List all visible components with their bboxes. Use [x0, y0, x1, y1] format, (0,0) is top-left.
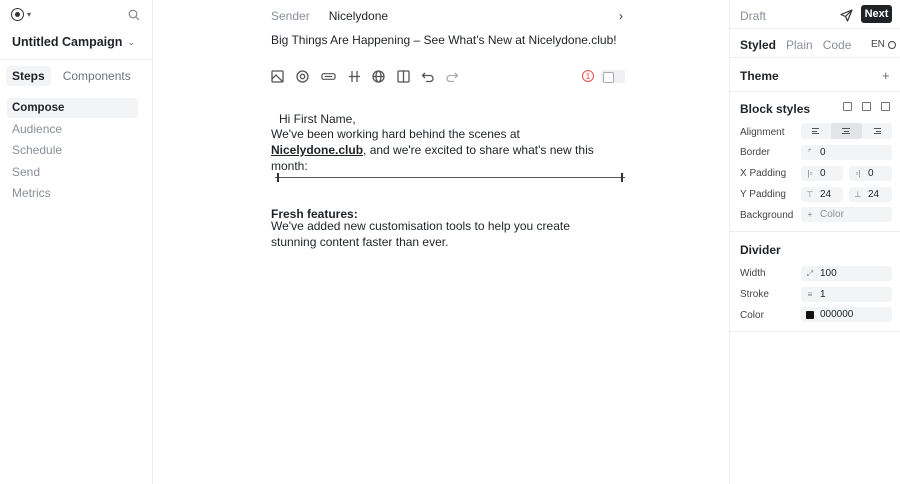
align-center-button[interactable] — [831, 123, 861, 139]
nav-item-metrics[interactable]: Metrics — [12, 185, 51, 200]
y-padding-top-value: 24 — [820, 189, 832, 200]
sidebar-tabs — [6, 66, 137, 86]
border-value: 0 — [820, 147, 826, 158]
button-block-icon[interactable] — [319, 69, 337, 84]
x-padding-left-input[interactable] — [801, 166, 843, 181]
sender-row[interactable] — [271, 9, 388, 23]
sidebar-divider — [0, 59, 152, 60]
divider-stroke-value: 1 — [820, 289, 826, 300]
panel-divider — [730, 331, 900, 332]
align-left-button[interactable] — [801, 123, 831, 139]
tab-plain[interactable]: Plain — [786, 38, 813, 52]
border-label: Border — [740, 147, 771, 158]
globe-icon[interactable] — [371, 69, 386, 84]
block-actions — [843, 102, 890, 111]
divider-width-value: 100 — [820, 268, 837, 279]
divider-block[interactable] — [275, 177, 625, 178]
sender-value[interactable]: Nicelydone — [328, 9, 389, 23]
divider-color-value: 000000 — [820, 309, 854, 320]
border-input[interactable] — [801, 145, 892, 160]
steps-nav — [7, 98, 138, 204]
status-badge: Draft — [740, 9, 767, 23]
nav-item-compose[interactable]: Compose — [7, 98, 138, 118]
background-color-input[interactable] — [801, 207, 892, 222]
image-icon[interactable] — [270, 69, 285, 84]
language-code: EN — [871, 39, 885, 50]
next-button[interactable]: Next — [861, 5, 892, 23]
site-link[interactable]: Nicelydone.club — [271, 143, 364, 157]
theme-title: Theme — [740, 69, 779, 83]
workspace-switcher[interactable] — [11, 8, 31, 21]
stroke-icon: ≡ — [807, 290, 813, 299]
panel-divider — [730, 28, 900, 29]
chevron-right-icon[interactable]: › — [619, 9, 623, 23]
width-label: Width — [740, 268, 766, 279]
align-right-button[interactable] — [862, 123, 892, 139]
padding-right-icon: ▫| — [855, 169, 861, 178]
panel-divider — [730, 91, 900, 92]
color-swatch[interactable] — [806, 311, 814, 319]
tab-steps[interactable]: Steps — [6, 66, 51, 86]
y-padding-bottom-input[interactable] — [849, 187, 892, 202]
tab-styled[interactable]: Styled — [740, 38, 777, 52]
nav-item-send[interactable]: Send — [12, 164, 41, 179]
trash-icon[interactable] — [881, 102, 890, 111]
insert-toolbar — [270, 69, 469, 84]
background-label: Background — [740, 210, 794, 221]
greeting-text[interactable]: Hi First Name, — [279, 112, 356, 126]
campaign-name-dropdown[interactable] — [12, 35, 135, 49]
view-mode-tabs — [740, 38, 851, 52]
plus-icon[interactable]: + — [882, 68, 890, 83]
y-padding-bottom-value: 24 — [868, 189, 880, 200]
panel-divider — [730, 57, 900, 58]
x-padding-label: X Padding — [740, 168, 787, 179]
redo-icon[interactable] — [445, 69, 460, 84]
padding-bottom-icon: ⊥ — [854, 190, 862, 199]
chevron-down-icon: ⌄ — [127, 37, 135, 47]
features-heading[interactable]: Fresh features: — [271, 207, 358, 221]
divider-stroke-input[interactable] — [801, 287, 892, 302]
undo-icon[interactable] — [420, 69, 435, 84]
alignment-label: Alignment — [740, 127, 785, 138]
expand-icon: ⤢ — [806, 268, 814, 278]
columns-icon[interactable] — [396, 69, 411, 84]
x-padding-right-input[interactable] — [849, 166, 892, 181]
tab-code[interactable]: Code — [822, 38, 852, 52]
error-count-badge[interactable]: 1 — [582, 70, 594, 82]
padding-left-icon: |▫ — [807, 169, 813, 178]
background-color-placeholder: Color — [820, 209, 844, 220]
panel-divider — [730, 231, 900, 232]
x-padding-left-value: 0 — [820, 168, 826, 179]
sender-label: Sender — [271, 9, 310, 23]
divider-title: Divider — [740, 243, 781, 257]
x-padding-right-value: 0 — [868, 168, 874, 179]
logo-icon — [11, 8, 24, 21]
divider-color-input[interactable] — [801, 307, 892, 322]
padding-top-icon: ⊤ — [806, 190, 814, 199]
y-padding-top-input[interactable] — [801, 187, 843, 202]
border-corner-icon: ⌜ — [808, 148, 812, 157]
globe-icon — [888, 41, 896, 49]
chevron-down-icon: ▾ — [27, 10, 32, 19]
alignment-control — [801, 123, 892, 139]
preview-toggle[interactable] — [601, 70, 625, 83]
plus-icon: + — [807, 210, 813, 219]
at-sign-icon[interactable] — [295, 69, 310, 84]
y-padding-label: Y Padding — [740, 189, 786, 200]
send-test-icon[interactable] — [840, 9, 853, 22]
language-selector[interactable] — [871, 39, 896, 50]
paragraph-intro[interactable] — [271, 126, 616, 174]
stroke-label: Stroke — [740, 289, 769, 300]
block-styles-title: Block styles — [740, 102, 811, 116]
campaign-name: Untitled Campaign — [12, 35, 123, 49]
grid-icon[interactable] — [843, 102, 852, 111]
duplicate-icon[interactable] — [862, 102, 871, 111]
search-icon[interactable] — [128, 9, 140, 21]
nav-item-schedule[interactable]: Schedule — [12, 143, 63, 158]
divider-block-icon[interactable] — [347, 69, 362, 84]
divider-width-input[interactable] — [801, 266, 892, 281]
subject-line[interactable]: Big Things Are Happening – See What's New at Nicelydone.club! — [271, 33, 617, 47]
nav-item-audience[interactable]: Audience — [12, 122, 63, 137]
features-paragraph[interactable]: We've added new customisation tools to help you create stunning content faster than ever. — [271, 219, 570, 249]
left-sidebar — [0, 0, 153, 484]
paragraph-intro-start: We've been working hard behind the scenes at — [271, 127, 520, 141]
color-label: Color — [740, 310, 764, 321]
tab-components[interactable]: Components — [62, 69, 131, 83]
email-editor — [153, 0, 729, 484]
properties-panel — [729, 0, 900, 484]
paragraph-intro-end: , and we're excited to share what's new this month: — [271, 143, 594, 173]
